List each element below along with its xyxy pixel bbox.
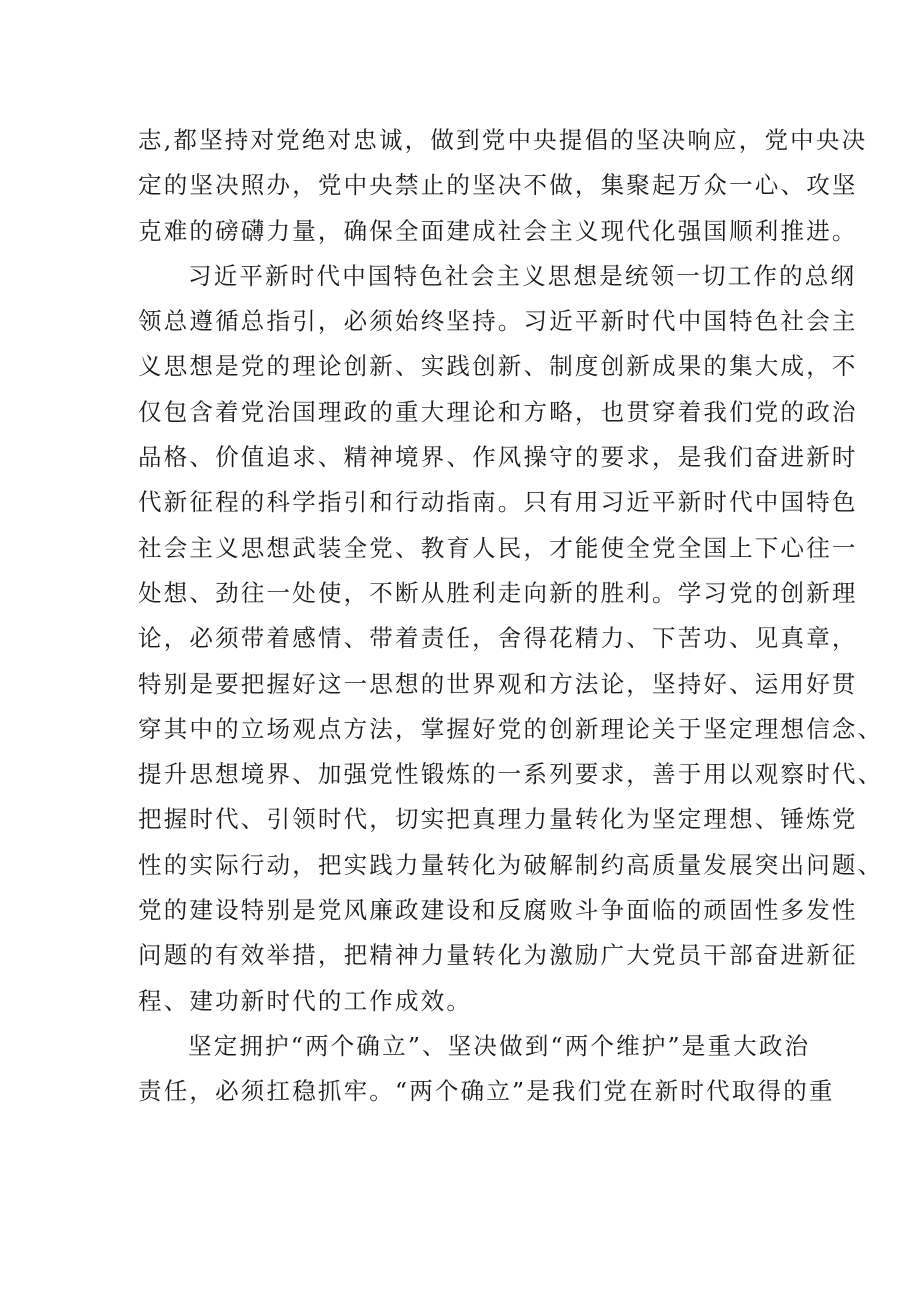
paragraph-line: 仅包含着党治国理政的重大理论和方略，也贯穿着我们党的政治	[138, 397, 858, 426]
paragraph-3	[138, 1024, 835, 1115]
paragraph-line: 问题的有效举措，把精神力量转化为激励广大党员干部奋进新征	[138, 941, 858, 970]
paragraph-2	[138, 254, 884, 1024]
paragraph-line: 程、建功新时代的工作成效。	[138, 986, 473, 1015]
paragraph-1	[138, 118, 868, 254]
paragraph-line: 穿其中的立场观点方法，掌握好党的创新理论关于坚定理想信念、	[138, 714, 884, 743]
paragraph-line: 性的实际行动，把实践力量转化为破解制约高质量发展突出问题、	[138, 850, 884, 879]
paragraph-line: 责任，必须扛稳抓牢。“两个确立”是我们党在新时代取得的重	[138, 1077, 835, 1106]
paragraph-line: 克难的磅礴力量，确保全面建成社会主义现代化强国顺利推进。	[138, 216, 858, 245]
paragraph-line: 志,都坚持对党绝对忠诚，做到党中央提倡的坚决响应，党中央决	[138, 126, 868, 154]
paragraph-line: 代新征程的科学指引和行动指南。只有用习近平新时代中国特色	[138, 488, 858, 517]
paragraph-line: 定的坚决照办，党中央禁止的坚决不做，集聚起万众一心、攻坚	[138, 171, 858, 200]
paragraph-line: 论，必须带着感情、带着责任，舍得花精力、下苦功、见真章，	[138, 624, 858, 653]
paragraph-line: 党的建设特别是党风廉政建设和反腐败斗争面临的顽固性多发性	[138, 896, 858, 925]
paragraph-line: 领总遵循总指引，必须始终坚持。习近平新时代中国特色社会主	[138, 307, 858, 336]
paragraph-line: 义思想是党的理论创新、实践创新、制度创新成果的集大成，不	[138, 352, 858, 381]
paragraph-line: 社会主义思想武装全党、教育人民，才能使全党全国上下心往一	[138, 533, 858, 562]
paragraph-line: 特别是要把握好这一思想的世界观和方法论，坚持好、运用好贯	[138, 669, 858, 698]
paragraph-line: 提升思想境界、加强党性锻炼的一系列要求，善于用以观察时代、	[138, 760, 884, 789]
paragraph-line: 品格、价值追求、精神境界、作风操守的要求，是我们奋进新时	[138, 443, 858, 472]
paragraph-first-line: 坚定拥护“两个确立”、坚决做到“两个维护”是重大政治	[188, 1031, 811, 1060]
paragraph-first-line: 习近平新时代中国特色社会主义思想是统领一切工作的总纲	[188, 261, 857, 290]
paragraph-line: 处想、劲往一处使，不断从胜利走向新的胜利。学习党的创新理	[138, 578, 858, 607]
document-body	[138, 118, 884, 1115]
paragraph-line: 把握时代、引领时代，切实把真理力量转化为坚定理想、锤炼党	[138, 805, 858, 834]
